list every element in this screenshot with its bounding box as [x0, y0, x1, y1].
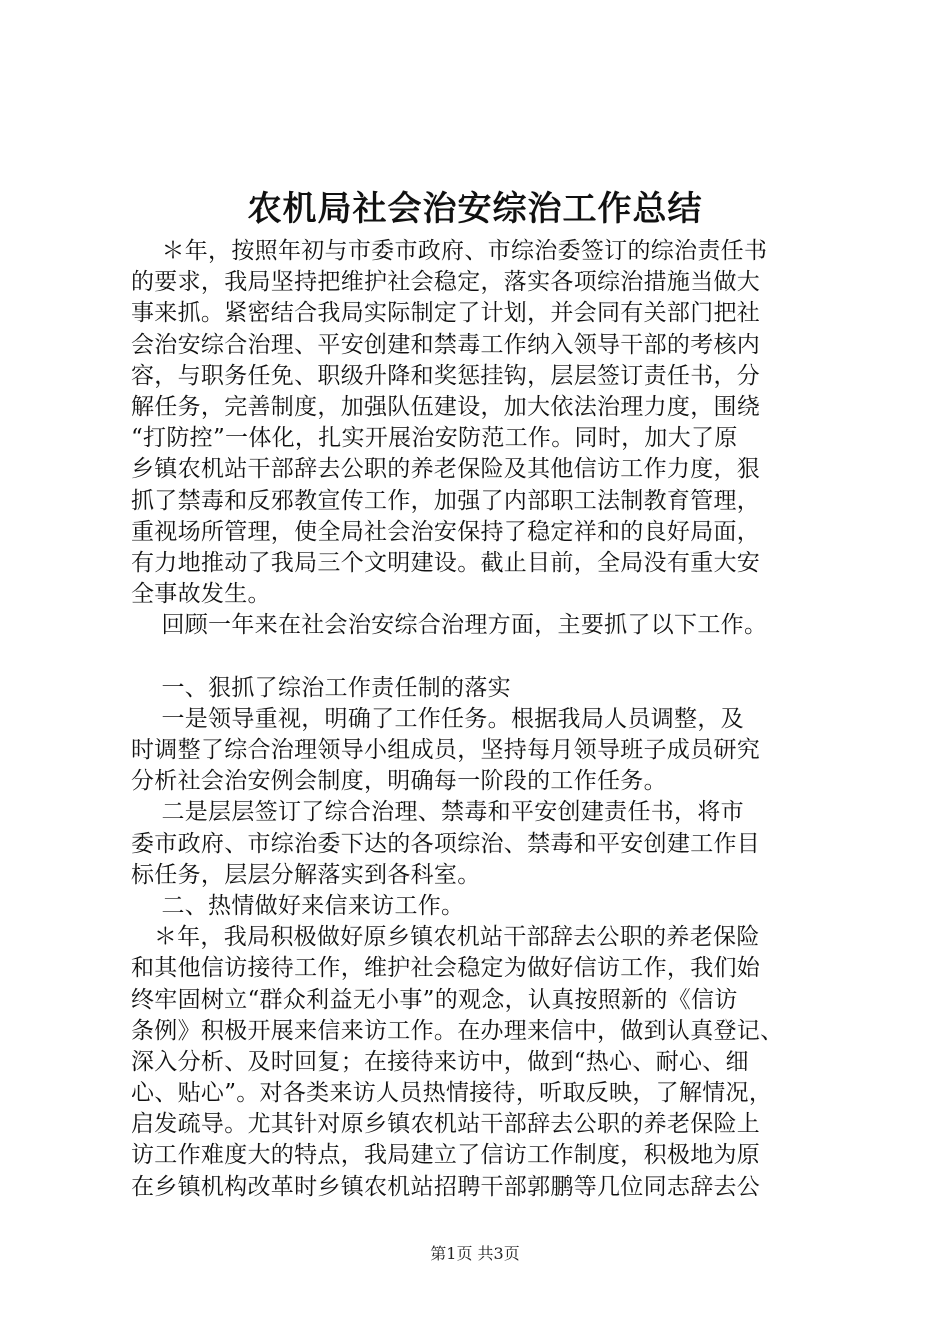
page-footer: 第1页 共3页	[430, 1244, 520, 1263]
paragraph-line: 解任务，完善制度，加强队伍建设，加大依法治理力度，围绕	[131, 393, 761, 420]
paragraph-line	[131, 641, 839, 672]
paragraph-line: 会治安综合治理、平安创建和禁毒工作纳入领导干部的考核内	[131, 331, 761, 358]
paragraph-line: “打防控”一体化，扎实开展治安防范工作。同时，加大了原	[131, 425, 738, 452]
paragraph-line: 终牢固树立“群众利益无小事”的观念，认真按照新的《信访	[131, 986, 738, 1013]
paragraph-line: 委市政府、市综治委下达的各项综治、禁毒和平安创建工作目	[131, 830, 761, 857]
page-title: 农机局社会治安综治工作总结	[247, 189, 703, 229]
paragraph-line: 深入分析、及时回复；在接待来访中，做到“热心、耐心、细	[131, 1048, 749, 1075]
paragraph-line: 事来抓。紧密结合我局实际制定了计划，并会同有关部门把社	[131, 300, 761, 327]
paragraph-line: 启发疏导。尤其针对原乡镇农机站干部辞去公职的养老保险上	[131, 1111, 761, 1138]
paragraph-line: 条例》积极开展来信来访工作。在办理来信中，做到认真登记、	[131, 1017, 784, 1044]
paragraph-line: 一是领导重视，明确了工作任务。根据我局人员调整，及	[131, 705, 744, 732]
document-body	[131, 236, 839, 1203]
paragraph-line: 心、贴心”。对各类来访人员热情接待，听取反映，了解情况，	[131, 1080, 773, 1107]
paragraph-line: 容，与职务任免、职级升降和奖惩挂钩，层层签订责任书，分	[131, 362, 761, 389]
paragraph-line: 的要求，我局坚持把维护社会稳定，落实各项综治措施当做大	[131, 269, 761, 296]
paragraph-line: 在乡镇机构改革时乡镇农机站招聘干部郭鹏等几位同志辞去公	[131, 1173, 761, 1200]
paragraph-line: 有力地推动了我局三个文明建设。截止目前，全局没有重大安	[131, 549, 761, 576]
paragraph-line: 回顾一年来在社会治安综合治理方面，主要抓了以下工作。	[131, 612, 768, 639]
paragraph-line: 标任务，层层分解落实到各科室。	[131, 861, 481, 888]
paragraph-line: 一、狠抓了综治工作责任制的落实	[131, 674, 511, 701]
paragraph-line: 二是层层签订了综合治理、禁毒和平安创建责任书，将市	[131, 799, 744, 826]
paragraph-line: 和其他信访接待工作，维护社会稳定为做好信访工作，我们始	[131, 955, 761, 982]
paragraph-line: 重视场所管理，使全局社会治安保持了稳定祥和的良好局面，	[131, 518, 761, 545]
paragraph-line: 时调整了综合治理领导小组成员，坚持每月领导班子成员研究	[131, 737, 761, 763]
paragraph-line: 乡镇农机站干部辞去公职的养老保险及其他信访工作力度，狠	[131, 456, 761, 483]
paragraph-line: ＊年，我局积极做好原乡镇农机站干部辞去公职的养老保险	[131, 924, 760, 951]
paragraph-line: 分析社会治安例会制度，明确每一阶段的工作任务。	[131, 768, 667, 795]
paragraph-line: 访工作难度大的特点，我局建立了信访工作制度，积极地为原	[131, 1142, 761, 1169]
paragraph-line: 全事故发生。	[131, 581, 271, 608]
paragraph-line: 二、热情做好来信来访工作。	[131, 892, 465, 919]
paragraph-line: 抓了禁毒和反邪教宣传工作，加强了内部职工法制教育管理，	[131, 487, 761, 514]
paragraph-line: ＊年，按照年初与市委市政府、市综治委签订的综治责任书	[131, 238, 768, 264]
